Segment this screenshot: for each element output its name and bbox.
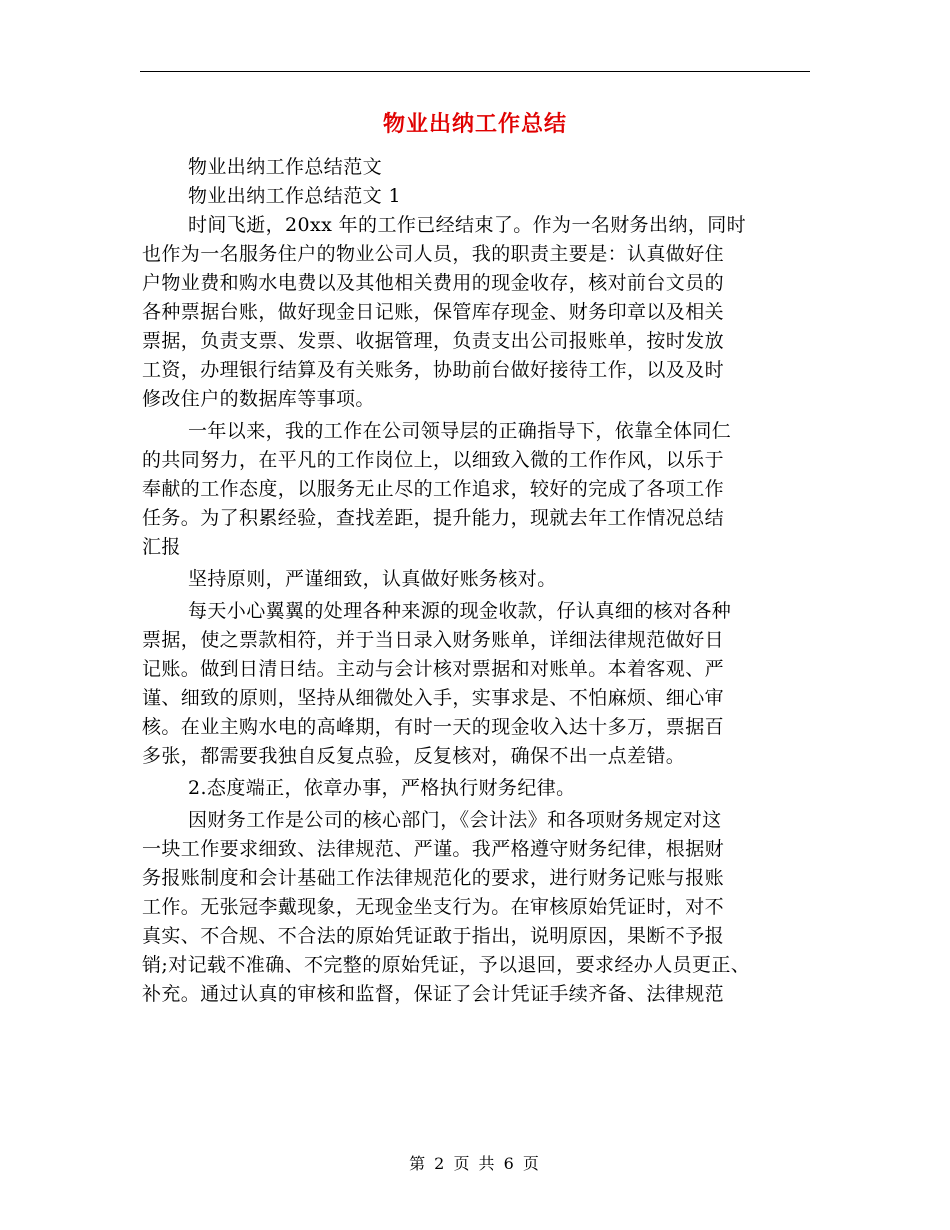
text-line: 2.态度端正，依章办事，严格执行财务纪律。 <box>188 777 576 799</box>
text-line: 工作。无张冠李戴现象，无现金坐支行为。在审核原始凭证时，对不 <box>142 896 725 918</box>
text-line: 也作为一名服务住户的物业公司人员，我的职责主要是：认真做好住 <box>142 243 725 265</box>
header-rule <box>140 71 810 72</box>
text-line: 因财务工作是公司的核心部门，《会计法》和各项财务规定对这 <box>188 809 722 831</box>
text-line: 任务。为了积累经验，查找差距，提升能力，现就去年工作情况总结 <box>142 507 725 529</box>
text-line: 一块工作要求细致、法律规范、严谨。我严格遵守财务纪律，根据财 <box>142 838 725 860</box>
text-line: 各种票据台账，做好现金日记账，保管库存现金、财务印章以及相关 <box>142 301 725 323</box>
text-line: 核。在业主购水电的高峰期，有时一天的现金收入达十多万，票据百 <box>142 716 725 738</box>
text-line: 谨、细致的原则，坚持从细微处入手，实事求是、不怕麻烦、细心审 <box>142 687 725 709</box>
text-line: 坚持原则，严谨细致，认真做好账务核对。 <box>188 568 557 590</box>
text-line: 记账。做到日清日结。主动与会计核对票据和对账单。本着客观、严 <box>142 658 725 680</box>
text-line: 户物业费和购水电费以及其他相关费用的现金收存，核对前台文员的 <box>142 272 725 294</box>
text-line: 物业出纳工作总结范文 1 <box>188 185 401 207</box>
text-line: 真实、不合规、不合法的原始凭证敢于指出，说明原因，果断不予报 <box>142 925 725 947</box>
text-line: 票据，使之票款相符，并于当日录入财务账单，详细法律规范做好日 <box>142 629 725 651</box>
text-line: 销;对记载不准确、不完整的原始凭证，予以退回，要求经办人员更正、 <box>142 954 751 976</box>
text-line: 时间飞逝，20xx 年的工作已经结束了。作为一名财务出纳，同时 <box>188 214 747 236</box>
text-line: 的共同努力，在平凡的工作岗位上，以细致入微的工作作风，以乐于 <box>142 449 725 471</box>
text-line: 务报账制度和会计基础工作法律规范化的要求，进行财务记账与报账 <box>142 867 725 889</box>
text-line: 奉献的工作态度，以服务无止尽的工作追求，较好的完成了各项工作 <box>142 478 725 500</box>
text-line: 一年以来，我的工作在公司领导层的正确指导下，依靠全体同仁 <box>188 420 732 442</box>
text-line: 修改住户的数据库等事项。 <box>142 388 375 410</box>
page-footer: 第 2 页 共 6 页 <box>409 1154 541 1173</box>
text-line: 工资，办理银行结算及有关账务，协助前台做好接待工作，以及及时 <box>142 359 725 381</box>
text-line: 物业出纳工作总结范文 <box>188 156 383 178</box>
text-line: 补充。通过认真的审核和监督，保证了会计凭证手续齐备、法律规范 <box>142 983 725 1005</box>
text-line: 汇报 <box>142 536 181 558</box>
text-line: 多张，都需要我独自反复点验，反复核对，确保不出一点差错。 <box>142 745 686 767</box>
document-body <box>142 153 822 1009</box>
text-line: 票据，负责支票、发票、收据管理，负责支出公司报账单，按时发放 <box>142 330 725 352</box>
text-line: 每天小心翼翼的处理各种来源的现金收款，仔认真细的核对各种 <box>188 600 732 622</box>
document-title: 物业出纳工作总结 <box>382 112 567 137</box>
